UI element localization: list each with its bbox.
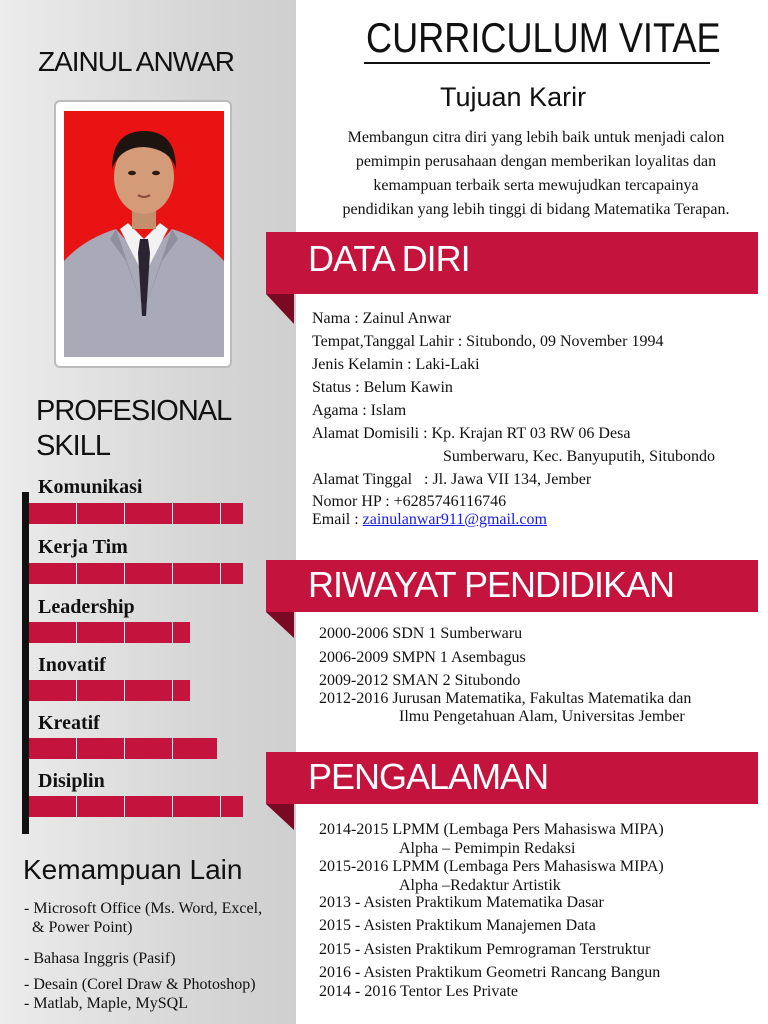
email-line (312, 513, 715, 527)
personal-data-line: Alamat Domisili : Kp. Krajan RT 03 RW 06 Desa (312, 425, 631, 442)
personal-data-line: Tempat,Tanggal Lahir : Situbondo, 09 November 1994 (312, 333, 664, 350)
personal-data-line: Nama : Zainul Anwar (312, 310, 452, 327)
skill-bar (29, 563, 243, 584)
skill-bar (29, 622, 190, 643)
section-banner-data-diri (266, 232, 758, 294)
career-goal-text (306, 126, 766, 222)
education-line: 2006-2009 SMPN 1 Asembagus (319, 649, 526, 666)
skills-title-line-1: PROFESIONAL (36, 395, 232, 427)
personal-data-line: Status : Belum Kawin (312, 379, 453, 396)
career-goal-line: Membangun citra diri yang lebih baik untuk menjadi calon (347, 129, 725, 146)
personal-data-line: Alamat Tinggal : Jl. Jawa VII 134, Jember (312, 471, 592, 488)
profile-photo (64, 111, 224, 357)
email-link[interactable]: zainulanwar911@gmail.com (362, 511, 547, 528)
skill-label: Inovatif (38, 654, 106, 676)
banner-fold (266, 612, 294, 638)
section-banner-pengalaman (266, 752, 758, 804)
other-skill-item: - Microsoft Office (Ms. Word, Excel, (24, 900, 263, 917)
personal-data-line: Jenis Kelamin : Laki-Laki (312, 356, 480, 373)
career-goal-line: pemimpin perusahaan dengan memberikan loyalitas dan (355, 153, 717, 170)
experience-line: 2015 - Asisten Praktikum Pemrograman Terstruktur (319, 941, 651, 958)
career-goal-line: pendidikan yang lebih tinggi di bidang Matematika Terapan. (342, 201, 730, 218)
education-line: Ilmu Pengetahuan Alam, Universitas Jember (399, 708, 685, 725)
experience-line: 2014 - 2016 Tentor Les Private (319, 983, 518, 1000)
skill-bar (29, 738, 217, 759)
other-skill-item: - Matlab, Maple, MySQL (24, 995, 188, 1012)
email-label: Email : (312, 511, 363, 528)
other-skill-item: & Power Point) (24, 919, 133, 936)
skill-label: Komunikasi (38, 476, 143, 498)
section-banner-pendidikan (266, 560, 758, 612)
personal-data-line: Agama : Islam (312, 402, 407, 419)
other-skill-item: - Bahasa Inggris (Pasif) (24, 950, 176, 967)
section-title: RIWAYAT PENDIDIKAN (308, 564, 675, 605)
skills-title-line-2: SKILL (36, 430, 110, 462)
experience-line: 2013 - Asisten Praktikum Matematika Dasar (319, 894, 604, 911)
education-line: 2012-2016 Jurusan Matematika, Fakultas Matematika dan (319, 690, 692, 707)
skill-label: Kerja Tim (38, 536, 128, 558)
skill-bar (29, 503, 243, 524)
education-line: 2009-2012 SMAN 2 Situbondo (319, 672, 521, 689)
education-line: 2000-2006 SDN 1 Sumberwaru (319, 625, 523, 642)
career-goal-line: kemampuan terbaik serta mewujudkan tercapainya (373, 177, 699, 194)
banner-fold (266, 804, 294, 830)
experience-line: 2015-2016 LPMM (Lembaga Pers Mahasiswa MIPA) (319, 858, 664, 875)
experience-line: 2014-2015 LPMM (Lembaga Pers Mahasiswa MIPA) (319, 821, 664, 838)
experience-line: 2016 - Asisten Praktikum Geometri Rancang Bangun (319, 964, 661, 981)
person-name: ZAINUL ANWAR (38, 46, 234, 77)
other-skill-item: - Desain (Corel Draw & Photoshop) (24, 976, 256, 993)
skill-bar (29, 796, 243, 817)
personal-data (312, 307, 715, 527)
experience-line: Alpha – Pemimpin Redaksi (399, 840, 576, 857)
cv-title-underline (364, 62, 710, 64)
section-title: PENGALAMAN (308, 756, 549, 797)
experience-line: 2015 - Asisten Praktikum Manajemen Data (319, 917, 596, 934)
skill-label: Disiplin (38, 770, 105, 792)
personal-data-line: Sumberwaru, Kec. Banyuputih, Situbondo (443, 448, 715, 465)
skill-bar (29, 680, 190, 701)
experience-line: Alpha –Redaktur Artistik (399, 877, 561, 894)
other-skills-title: Kemampuan Lain (23, 854, 243, 885)
cv-title: CURRICULUM VITAE (366, 14, 721, 61)
skills-axis-line (22, 492, 29, 834)
personal-data-line: Nomor HP : +6285746116746 (312, 493, 507, 510)
banner-fold (266, 294, 294, 324)
skill-label: Leadership (38, 596, 135, 618)
career-goal-title: Tujuan Karir (440, 82, 587, 112)
skill-label: Kreatif (38, 712, 100, 734)
skills-title (36, 394, 231, 464)
section-title: DATA DIRI (308, 238, 470, 279)
